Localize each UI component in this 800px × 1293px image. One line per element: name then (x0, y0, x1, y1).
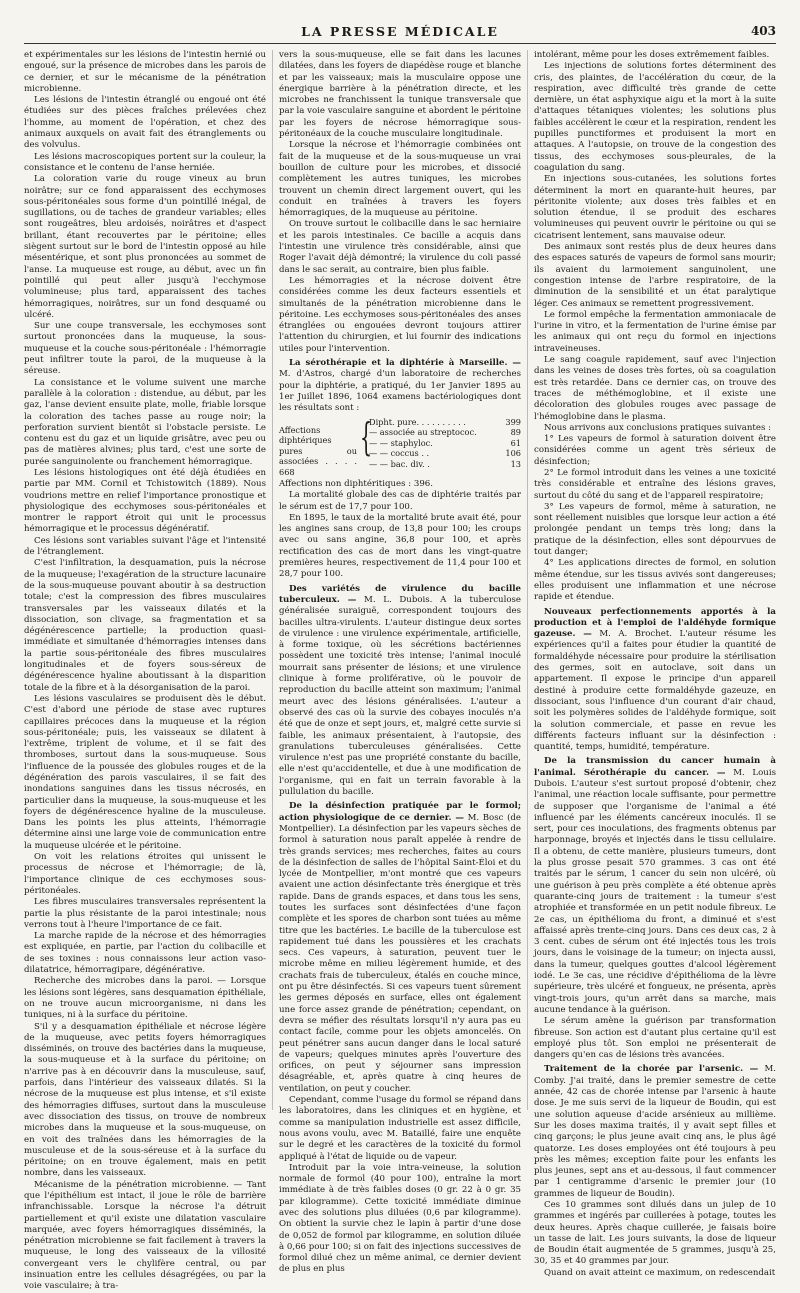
paragraph: Lorsque la nécrose et l'hémorragie combinées ont fait de la muqueuse et de la sous-muqueuse un vrai bouillon de culture pour les microbes, et dissocié complètement les autres tuniques, les microbes trouvent un chemin direct largement ouvert, qui les conduit en traînées à travers les foyers hémorragiques, de la muqueuse au péritoine. (279, 140, 521, 219)
paragraph: Quand on avait atteint ce maximum, on redescendait (544, 1267, 776, 1278)
section-heading: La sérothérapie et la diphtérie à Marseille. — (289, 358, 521, 369)
paragraph: Mécanisme de la pénétration microbienne. — Tant que l'épithélium est intact, il joue le rôle de barrière infranchissable. Lorsque la nécrose l'a détruit partiellement et qu'il existe une dilatation vasculaire marquée, avec foyers hémorragiques disséminés, la pénétration microbienne se fait facilement à travers la muqueuse, le long des vaisseaux de la villosité convergeant vers le chylifère central, ou par insinuation entre les cellules désagrégées, ou par la voie vasculaire; à tra- (24, 1179, 266, 1292)
section-body: M. A. Brochet. L'auteur résume les expériences qu'il a faites pour étudier la quantité de formaldéhyde nécessaire pour produire la stérilisation des germes, soit en autoclave, soit dans un appartement. Il expose le principe d'un appareil destiné à produire cette formaldéhyde gazeuze, en dissociant, sous l'influence d'un courant d'air chaud, soit les polymères solides de l'aldéhyde formique, soit la solution commerciale, et passe en revue les différents facteurs influant sur la désinfection : quantité, temps, humidité, température. (534, 629, 777, 753)
section-cancer (534, 756, 776, 1016)
paragraph: Les lésions vasculaires se produisent dès le début. C'est d'abord une période de stase avec ruptures capillaires précoces dans la muqueuse et la région sous-péritonéale; puis, les vaisseaux se dilatent à l'extrême, triplent de volume, et il se fait des thromboses, surtout dans la sous-muqueuse. Sous l'influence de la poussée des globules rouges et de la dégénération des parois vasculaires, il se fait des inondations sanguines dans les tissus nécrosés, en particulier dans la muqueuse, la sous-muqueuse et les foyers de dégénérescence hyaline de la musculeuse. Dans les points les plus atteints, l'hémorragie détermine ainsi une large voie de communication entre la muqueuse ulcérée et le péritoine. (24, 693, 266, 851)
section-formol (279, 801, 521, 1095)
paragraph: Ces 10 grammes sont dilués dans un julep de 10 grammes et ingérés par cuillerées à potage, toutes les deux heures. Après chaque cuillerée, je faisais boire un tasse de lait. Les jours suivants, la dose de liqueur de Boudin était augmentée de 5 grammes, jusqu'à 25, 30, 35 et 40 grammes par jour. (534, 1199, 776, 1267)
section-body: M. L. Dubois. A la tuberculose généralisée suraiguë, correspondent toujours des bacilles ultra-virulents. L'auteur distingue deux sortes de virulence : une virulence expérimentale, artificielle, à forme toxique, où les sécrétions bactériennes possèdent une toxicité très intense; l'animal inoculé mourrait sans présenter de lésions; et une virulence clinique à forme proliférative, où le pouvoir de reproduction du bacille atteint son maximum; l'animal meurt avec des lésions généralisées. L'auteur a observé des cas où la survie des cobayes inoculés n'a été que de onze et sept jours, et, malgré cette survie si faible, les animaux présentaient, à l'autopsie, des granulations tuberculeuses généralisées. Cette virulence n'est pas une propriété constante du bacille, elle n'est qu'accidentelle, et due à une modification de l'organisme, qui en fait un terrain favorable à la pullulation du bacille. (279, 594, 521, 798)
section-heading: Des variétés de virulence du bacille tuberculeux. — (279, 583, 521, 605)
paragraph: Ces lésions sont variables suivant l'âge et l'intensité de l'étranglement. (24, 535, 266, 558)
section-body: M. Comby. J'ai traité, dans le premier semestre de cette année, 42 cas de chorée intense par l'arsenic à haute dose. Je me suis servi de la liqueur de Boudin, qui est une solution aqueuse d'acide arsénieux au millième. Sur les doses maxima traités, il y avait sept filles et cinq garçons; le plus jeune avait cinq ans, le plus âgé quatorze. Les doses employées ont été toujours à peu près les mêmes; exception faite pour les enfants les plus jeunes, sept ans et au-dessous, il faut commencer par 1 centigramme d'arsenic le premier jour (10 grammes de liqueur de Boudin). (534, 1064, 776, 1199)
page-number: 403 (750, 24, 776, 38)
paragraph: La mortalité globale des cas de diphtérie traités par le sérum est de 17,7 pour 100. (279, 490, 521, 512)
paragraph: On voit les relations étroites qui unissent le processus de nécrose et l'hémorragie; de là, l'importance clinique de ces ecchymoses sous-péritonéales. (24, 852, 266, 896)
table-row (369, 427, 521, 438)
section-heading: De la transmission du cancer humain à l'animal. Sérothérapie du cancer. — (534, 756, 776, 778)
table-row (369, 459, 521, 470)
paragraph: 4° Les applications directes de formol, en solution même étendue, sur les tissus avivés sont dangereuses; elles produisent une inflammation et une nécrose rapide et étendue. (534, 558, 776, 603)
paragraph: Les injections de solutions fortes déterminent des cris, des plaintes, de l'accélération du cœur, de la respiration, avec difficulté très grande de cette dernière, un état asphyxique aigu et la mort à la suite d'attaques tétaniques violentes; les solutions plus faibles accélèrent le cœur et la respiration, rendent les pupilles punctiformes et produisent la mort en attaques. A l'autopsie, on trouve de la congestion des tissus, des ecchymoses sous-pleurales, de la coagulation du sang. (534, 61, 776, 173)
row-label: — associée au streptococ. (369, 427, 477, 437)
paragraph: En injections sous-cutanées, les solutions fortes déterminent la mort en quarante-huit heures, par péritonite violente; aux doses très faibles et en solution étendue, il se produit des eschares volumineuses qui peuvent ouvrir le péritoine ou qui se cicatrisent lentement, sans mauvaise odeur. (534, 174, 776, 241)
paragraph: Nous arrivons aux conclusions pratiques suivantes : (544, 422, 772, 433)
section-chorea (534, 1064, 776, 1200)
paragraph: S'il y a desquamation épithéliale et nécrose légère de la muqueuse, avec petits foyers hémorragiques disséminés, on trouve des bactéries dans la muqueuse, la sous-muqueuse et à la surface du péritoine; on n'arrive pas à en découvrir dans la musculeuse, sauf, parfois, dans l'intérieur des vaisseaux dilatés. Si la nécrose de la muqueuse est plus intense, et s'il existe des hémorragies diffuses, surtout dans la musculeuse avec dissociation des tissus, on trouve de nombreux microbes dans la muqueuse et la sous-muqueuse, on en voit des traînées dans les hémorragies de la musculeuse et de la sous-séreuse et à la surface du péritoine; on en trouve également, mais en petit nombre, dans les vaisseaux. (24, 1021, 266, 1179)
row-value: 399 (505, 416, 521, 427)
paragraph: La consistance et le volume suivent une marche parallèle à la coloration : distendue, au début, par les gaz, l'anse devient ensuite plate, molle, friable lorsque la coloration des taches passe au rouge noir; la perforation survient bientôt si l'obstacle persiste. Le contenu est du gaz et un liquide grisâtre, avec peu ou pas de matières alvines; plus tard, c'est une sorte de purée sanguinolente ou franchement hémorragique. (24, 377, 266, 467)
paragraph: La marche rapide de la nécrose et des hémorragies est expliquée, en partie, par l'action du colibacille et de ses toxines : nous connaissons leur action vaso-dilatatrice, hémorragipare, dégénérative. (24, 931, 266, 976)
row-label: — — staphyloc. (369, 437, 433, 448)
header-rule (24, 43, 776, 44)
paragraph: Le sang coagule rapidement, sauf avec l'injection dans les veines de doses très fortes, où sa coagulation est très retardée. Dans ce dernier cas, on trouve des traces de méthémoglobine, et il existe une décoloration des globules rouges avec passage de l'hémoglobine dans le plasma. (534, 355, 776, 422)
paragraph: Le sérum amène la guérison par transformation fibreuse. Son action est d'autant plus certaine qu'il est employé plus tôt. Son emploi ne présenterait de dangers qu'en cas de lésions très avancées. (534, 1016, 776, 1061)
paragraph: intolérant, même pour les doses extrêmement faibles. (534, 50, 770, 60)
paragraph: 3° Les vapeurs de formol, même à saturation, ne sont réellement nuisibles que lorsque leur action a été prolongée pendant un temps très long; dans la pratique de la désinfection, elles sont dépourvues de tout danger; (534, 501, 776, 558)
table-row (369, 438, 521, 449)
paragraph: 2° Le formol introduit dans les veines a une toxicité très considérable et entraîne des lésions graves, surtout du côté du sang et de l'appareil respiratoire; (534, 467, 776, 501)
column-3 (527, 50, 777, 1278)
row-label: Dipht. pure. . . . . . . . . . (369, 416, 466, 427)
paragraph: La coloration varie du rouge vineux au brun noirâtre; sur ce fond apparaissent des ecchymoses sous-péritonéales sous forme d'un pointillé inégal, de sugillations, ou de taches de grandeur variables; elles sont rougeâtres, bleu ardoisés, noirâtres et d'aspect brillant, étant recouvertes par le péritoine; elles siègent surtout sur le bord de l'intestin opposé au hile mésentérique, et sont plus prononcées au sommet de l'anse. La muqueuse est rouge, au début, avec un fin pointillé qui peut aller jusqu'à l'ecchymose volumineuse; plus tard, apparaissent des taches hémorragiques, noirâtres, sur un fond desquamé ou ulcéré. (24, 174, 266, 320)
paragraph: Les lésions histologiques ont été déjà étudiées en partie par MM. Cornil et Tchistowitch (1889). Nous voudrions mettre en relief l'importance pronostique et physiologique des ecchymoses sous-péritonéales et montrer le rapport étroit qui unit le processus hémorragique et le processus dégénératif. (24, 467, 266, 535)
paragraph: On trouve surtout le colibacille dans le sac herniaire et les parois intestinales. Ce bacille a acquis dans l'intestin une virulence très considérable, ainsi que Roger l'avait déjà démontré; la virulence du coli passé dans le sac serait, au contraire, bien plus faible. (279, 219, 521, 275)
paragraph: Cependant, comme l'usage du formol se répand dans les laboratoires, dans les cliniques et en hygiène, et comme sa manipulation industrielle est assez difficile, nous avons voulu, avec M. Bataillé, faire une enquête sur le degré et les caractères de la toxicité du formol appliqué à l'état de liquide ou de vapeur. (279, 1095, 521, 1162)
section-body: M. Bosc (de Montpellier). La désinfection par les vapeurs sèches de formol à saturation nous paraît appelée à rendre de très grands services; mes recherches, faites au cours de la désinfection de salles de l'hôpital Saint-Éloi et du lycée de Montpellier, m'ont montré que ces vapeurs avaient une action désinfectante très énergique et très rapide. Dans de grands espaces, et dans tous les sens, toutes les surfaces sont désinfectées d'une façon complète et les spores de charbon sont tuées au même titre que les bactéries. Le bacille de la tuberculose est rapidement tué dans les poussières et les crachats secs. Ces vapeurs, à saturation, peuvent tuer le microbe même en milieu légèrement humide, et des crachats frais de tuberculeux, étalés en couche mince, ont pu être désinfectés. Si ces vapeurs tuent sûrement les germes déposés en surface, elles ont également une force assez grande de pénétration; cependant, on devra se méfier des résultats lorsqu'il n'y aura pas eu contact facile, comme pour les objets amoncelés. On peut pénétrer sans aucun danger dans le local saturé de vapeurs; quelques minutes après l'ouverture des orifices, on peut y séjourner sans impression désagréable, et, après quatre à cinq heures de ventilation, on peut y coucher. (279, 812, 522, 1094)
table-footer: Affections non diphtéritiques : 396. (279, 479, 433, 489)
paragraph: Le formol empêche la fermentation ammoniacale de l'urine in vitro, et la fermentation de l'urine émise par les animaux qui ont reçu du formol en injections intraveineuses. (534, 309, 776, 354)
paragraph: 1° Les vapeurs de formol à saturation doivent être considérées comme un agent très sérieux de désinfection; (534, 434, 776, 467)
row-value: 89 (510, 427, 521, 437)
journal-title: LA PRESSE MÉDICALE (301, 24, 499, 39)
section-diphtheria (279, 358, 521, 414)
paragraph: vers la sous-muqueuse, elle se fait dans les lacunes dilatées, dans les foyers de diapédèse rouge et blanche et par les vaisseaux; mais la musculaire oppose une énergique barrière à la pénétration directe, et les microbes ne franchissent la tunique transversale que par la voie vasculaire sanguine et abordent le péritoine par les foyers de nécrose hémorragique sous-péritonéaux de la couche musculaire longitudinale. (279, 50, 521, 140)
paragraph: et expérimentales sur les lésions de l'intestin hernié ou engoué, sur la présence de microbes dans les parois de ce dernier, et sur le mécanisme de la pénétration microbienne. (24, 50, 266, 94)
row-value: 61 (510, 437, 521, 448)
table-row (369, 417, 521, 428)
row-value: 13 (510, 458, 521, 469)
results-table (279, 414, 521, 478)
paragraph: C'est l'infiltration, la desquamation, puis la nécrose de la muqueuse; l'exagération de la structure lacunaire de la sous-muqueuse pouvant aboutir à sa destruction totale; c'est la compression des fibres musculaires transversales par les vaisseaux dilatés et la dissociation, son clivage, sa fragmentation et sa dégénérescence partielle; la production quasi-immédiate et simultanée d'hémorragies intenses dans la partie sous-péritonéale des fibres musculaires longitudinales et de foyers sous-séreux de dégénérescence hyaline aboutissant à la disparition totale de la fibre et à la désorganisation de la paroi. (24, 558, 266, 693)
paragraph: Les lésions de l'intestin étranglé ou engoué ont été étudiées sur des pièces fraîches prélevées chez l'homme, au moment de l'opération, et chez des animaux auxquels on avait fait des étranglements ou des volvulus. (24, 95, 266, 151)
table-row (369, 448, 521, 459)
column-2 (272, 50, 522, 1275)
page-header (24, 0, 776, 40)
paragraph: Recherche des microbes dans la paroi. — Lorsque les lésions sont légères, sans desquamation épithéliale, on ne trouve aucun microorganisme, ni dans les tuniques, ni à la surface du péritoine. (24, 976, 266, 1021)
section-tuberculosis (279, 584, 521, 799)
table-rows (369, 417, 521, 478)
paragraph: Sur une coupe transversale, les ecchymoses sont surtout prononcées dans la muqueuse, la sous-muqueuse et la couche sous-péritonéale : l'hémorragie peut infiltrer toute la paroi, de la muqueuse à la séreuse. (24, 321, 266, 377)
table-left-label: Affections diphtériques pures ou associées . . . . 668 (279, 424, 357, 477)
section-heading: Traitement de la chorée par l'arsenic. — (544, 1064, 759, 1075)
brace-icon: { (360, 414, 373, 459)
paragraph: Les lésions macroscopiques portent sur la couleur, la consistance et le contenu de l'anse herniée. (24, 151, 266, 173)
row-label: — — bac. div. . (369, 458, 430, 469)
paragraph: Introduit par la voie intra-veineuse, la solution normale de formol (40 pour 100), entraîne la mort immédiate à de très faibles doses (0 gr. 22 à 0 gr. 35 par kilogramme). Cette toxicité immédiate diminue avec des solutions plus diluées (0,6 par kilogramme). On obtient la survie chez le lapin à partir d'une dose de 0,052 de formol par kilogramme, en solution diluée à 0,66 pour 100; si on fait des injections successives de formol dilué chez un même animal, ce dernier devient de plus en plus (279, 1162, 521, 1275)
section-heading: Nouveaux perfectionnements apportés à la production et à l'emploi de l'aldéhyde formique gazeuse. — (534, 606, 776, 640)
paragraph: Les fibres musculaires transversales représentent la partie la plus résistante de la paroi intestinale; nous verrons tout à l'heure l'importance de ce fait. (24, 897, 266, 930)
article-columns (24, 50, 777, 1292)
section-heading: De la désinfection pratiquée par le formol; action physiologique de ce dernier. — (279, 801, 521, 823)
row-label: — — coccus . . (369, 448, 430, 458)
section-body: M. d'Astros, chargé d'un laboratoire de recherches pour la diphtérie, a pratiqué, du 1er Janvier 1895 au 1er Juillet 1896, 1064 examens bactériologiques dont les résultats sont : (279, 369, 521, 414)
column-1 (24, 50, 266, 1292)
paragraph: Des animaux sont restés plus de deux heures dans des espaces saturés de vapeurs de formol sans mourir; ils avaient du larmoiement sanguinolent, une congestion intense de l'arbre respiratoire, de la diminution de la sensibilité et un état paralytique léger. Ces animaux se remettent progressivement. (534, 242, 776, 309)
paragraph: Les hémorragies et la nécrose doivent être considérées comme les deux facteurs essentiels et simultanés de la pénétration microbienne dans le péritoine. Les ecchymoses sous-péritonéales des anses étranglées ou engouées devront toujours attirer l'attention du chirurgien, et lui fournir des indications utiles pour l'intervention. (279, 275, 521, 354)
paragraph: En 1895, le taux de la mortalité brute avait été, pour les angines sans croup, de 13,8 pour 100; les croups avec ou sans angine, 36,8 pour 100, et après rectification des cas de mort dans les vingt-quatre premières heures, respectivement de 11,4 pour 100 et 28,7 pour 100. (279, 512, 521, 580)
section-formaldehyde (534, 607, 776, 754)
row-value: 106 (505, 448, 521, 458)
section-body: M. Louis Dubois. L'auteur s'est surtout proposé d'obtenir, chez l'animal, une réaction locale suffisante, pour permettre de supposer que l'organisme de l'animal a été influencé par les éléments cancéreux inoculés. Il se sert, pour ces inoculations, des fragments obtenus par harponnage, broyés et injectés dans le tissu cellulaire. Il a obtenu, de cette manière, plusieurs tumeurs, dont la plus grosse pesait 570 grammes. 3 cas ont été traités par le sérum, 1 cancer du sein non ulcéré, où une guérison à peu près complète a été obtenue après quarante-cinq jours de traitement : la tumeur s'est atrophiée et transformée en un petit nodule fibreux. Le 2e cas, un épithélioma du front, a diminué et s'est affaissé après trente-cinq jours. Dans ces deux cas, 2 à 3 cent. cubes de sérum ont été injectés tous les trois jours, dans le voisinage de la tumeur; on injecta aussi, dans la tumeur, quelques gouttes d'alcool légèrement iodé. Le 3e cas, une récidive d'épithélioma de la lèvre supérieure, très ulcéré et fongueux, ne présenta, après vingt-trois jours, qu'un arrêt dans sa marche, mais aucune tendance à la guérison. (534, 767, 777, 1015)
